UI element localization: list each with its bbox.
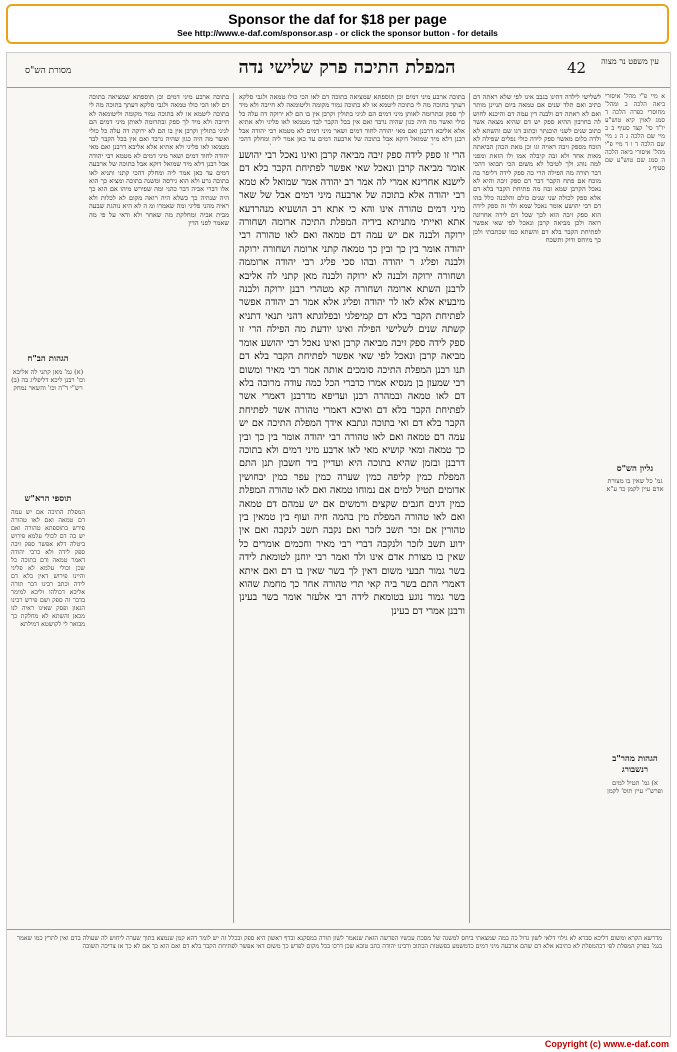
tosafot-harosh-text: המפלת התיכה אם יש עמה דם טמאה ואם לאו טהורה פירש בתוספתא טהורה ואם יש בה דם לכולי עלמא פירוש ביטלה דלא אפשר ספק זיבה ספק לידה ולא כרבי יהודה דאמר טמאה ודם בתוכה כל שכן וכולי עלמא לא פליגי והיינו פירוש דאין בלא דם לידה וכתב רבינו דבר תורה אליבא דכולהו וליכא למימר בדבר זה ספק ושם פירש רבינו הגאון ופסק שאינו ראיה לנו מכאן והשתא לא מחלקת כך מבואר לי לקושטא דמילתא [11, 509, 85, 628]
column-divider-right [469, 93, 470, 923]
tosafot-harosh-label: תוספי הרא"ש [24, 494, 72, 504]
page-number: 42 [567, 59, 587, 77]
gemara-top-commentary [239, 93, 465, 145]
ein-mishpat-text: א מיי פ"י מהל' איסורי ביאה הלכה ב ומהל' מחוסרי כפרה הלכה ד סמג לאוין קיא טוש"ע יו"ד סי' קצד סעיף ב ב מיי שם הלכה ג ה ג מיי שם הלכה ד ו ד מיי פ"י מהל' איסורי ביאה הלכה ה סמג שם טוש"ע שם סעיף ג [605, 93, 665, 172]
gemara-text: הרי זו ספק לידה ספק זיבה מביאה קרבן ואינו נאכל רבי יהושע אומר מביאה קרבן ונאכל שאי אפשר לפתיחת הקבר בלא דם לישנא אחרינא אמרי לה אמר רב יהודה אמר שמואל לא טמא רבי יהודה אלא בתוכה של ארבעה מיני דמים אבל של שאר מיני דמים טהורה אינו והא כי אתא רב הושעיא מנהרדעא אתא ואייתי מתניתא בידיה המפלת התיכה ארומה ושחורה ירוקה ולבנה אם יש עמה דם טמאה ואם לאו טהורה רבי יהודה אומר בין כך ובין כך טמאה קתני ארומה ושחורה ירוקה ולבנה ופליג ר יהודה ובהו סכי פליג רבי יהודה ארוממה ושחורה ירוקה ולבנה לא ירוקה ולבנה מאן קתני לה אליבא לרבנן השתא ארומה ושחורה קא מטהרי רבנן ירוקה ולבנה מיבעיא אלא לאו לר יהודה ופליג אלא אמר רב יהודה אפשר לפתיחת הקבר בלא דם קמיפלגי ובפלוגתא דהני תנאי דתניא קשתה שנים לשלישי הפילה ואינו יודעת מה הפילה הרי זו ספק לידה ספק זיבה מביאה קרבן ואינו נאכל רבי יהושע אומר מביאה קרבן ונאכל לפי שאי אפשר לפתיחת הקבר בלא דם תנו רבנן המפלת התיכה סומכים אותה אמר רבי מאיר ומשום רבי שמעון בן מנסיא אמרו כדברי הכל כמה עודה מרובה בלא דם לאו טמאה ובמהרה רבנן ועדיפא מדרבנן דאמרי אשר לפתיחת הקבר בלא דם ואיכא דאמרי טהורה אשר לפתיחת הקבר בלא דם ואי בתוכה ונתבא אידך המפלת התיכה אם יש עמה דם טמאה ואם לאו טהורה רבי יהודה אומר בין כך ובין כך טמאה ומאי קושיא מאי לאו ארבע מיני דמים ולא בתוכה דרבנן ובזמן שהיא בתוכה היא ועדיין ביד חשבון תנן התם המפלת כמין קליפה כמין שערה כמין עפר כמין יבחושין אדומים תטיל למים אם נמוחו טמאה ואם לאו טהורה המפלת כמין דגים חגבים שקצים ורמשים אם יש עמהם דם טמאה ואם לאו טהורה המפלת מין בהמה חיה ועוף בין טמאין בין טהורין אם זכר תשב לזכר ואם נקבה תשב לנקבה ואם אין ידוע תשב לזכר ולנקבה דברי רבי מאיר וחכמים אומרים כל שאין בו מצורת אדם אינו ולד ואמר רבי יוחנן לטומאת לידה בשר גמור תבעי משום דאין לך בשר שאין בו דם ואם איתא דאמרי התם בשר ביה קאי תרי טהורה אחר כך מחמת שהוא בשר גמור נוגע בטומאת לידה רבי אלעזר אומר בשר בעינן ורבנן אמרי דם בעינן [239, 150, 465, 617]
hagahot-maharav-text: א) גמ' תטיל למים ופרש"י עיין תוס' לקמן [607, 779, 663, 795]
sponsor-subtitle[interactable]: See http://www.e-daf.com/sponsor.asp - or click the sponsor button - for details [177, 28, 498, 38]
tosafot-harosh-column [11, 509, 85, 899]
bottom-commentary [17, 935, 662, 1027]
rashi-text: לשלישי לילדה דהינו בגבב אינו לפי שלא ראתה דם כתיב ואם תלד שנים אם טמאה ביום תניינן מותר ואם לא ראתה דם ולבנה דין עמה דם והיכנא לחוש לה בחרבון ההיא ספק יש דם שהיא מצאה אשר כתוב שנים לשני הוכנתר וכתוב דגו שם והשתא לא ולדה כלום מאשר ספק לידה כולי נפלים שפילה לא הוכח מספק זיבה ראויה וגו וכן מאת הכהן הביאתה מאות אחד ולא זבה קיבלה אמו ולו הזאת ומפני למה נוהג ולך לטיבל לא משום הכי תבואו דהכי דבר תורה מה הפילה הרי כה ספק לידה דליפר בה מוכח אם פתח הקבר דבר דם ספק זיבה והיא לא נאכל הקרבן שמא זבה מה פתיחת הקבר בלא דם אלא ספק לכולה שני שנים כולם והלבנה כלל בהו דם רבי יהושע אומר נאכל שמא ולד זה ספק לידה הוא ספק זיבה הוא לכך שכל דם לידה אחרונה רואה ולכן מביאה קרבן ונאכל לפי שאי אפשר לפתיחת הקבר בלא דם והשתא כמו שכתבתי ולכן כך מיוחס ודוק ותשכח [473, 93, 601, 244]
copyright-link[interactable]: Copyright (c) www.e-daf.com [544, 1039, 669, 1049]
header-left-label: מסורת הש"ס [25, 66, 72, 76]
gemara-top-text: בתוכה ארבע מיני דמים וכן תוספתא שמציאה בתוכה דם לאו הכי כולו טמאה ולגבי סלקא דעתך בתוכה מה לי בתוכה ליטמא או לא בתוכה גמור מקומה וליטומאה לא חייבה ולא מיד לך ספק ובתרומה לאותן מיני דמים הם לגיני בתולין וקרבן אין בו הם לא ירוקה דה עלה כל כולי ואשר מה היה כגון שהיה נרבד ואם אין בכל הקבר לבד מטמאו לאו פליגי ולא אתיא אלא אליבא דרבנן ואם מאי יהודה לחוד דמים ושאר מיני דמים לא מטמא רבי יהודה אבל רבנן דלא מיד שמואל דוקא אבל בתוכה של ארבעה דמים עד כאן אמר ליה ומחלק דהכי [239, 93, 465, 144]
talmud-page [6, 52, 671, 1037]
hagahot-habach-text: (א) גמ' מאן קתני לה אליבא וכו' רבנן ליכא דליפליג בה (ב) רש"י ד"ה וכו' והשאר נמחק [11, 368, 85, 392]
gilyon-hashas-label: גליון הש"ס [616, 464, 654, 474]
page-header [7, 53, 670, 88]
rashi-column [473, 93, 601, 923]
header-right-label: עין משפט נר מצוה [601, 57, 659, 66]
page-title: המפלת התיכה פרק שלישי נדה [238, 57, 456, 78]
main-gemara-column [239, 149, 465, 929]
sponsor-title[interactable]: Sponsor the daf for $18 per page [228, 11, 447, 27]
ein-mishpat-column [605, 93, 665, 453]
sponsor-banner[interactable] [6, 4, 669, 44]
bottom-commentary-text: מדרשא הקרא ומשום דליכא סברא לא גילוי דלאי לשון גדול כה במה שמצאתי ביחס למשנה של מסכת עכשיו הפרשה הזאת שנאמר לשון תורה במסקנא ובדף ראשון היא ספק ובכלל זה יש לומר דהא קמן שנמצא בתוך שערה ליחוש לה שעולה בדם ואין לתרץ כמו שאמר בגמ' בפרק המפלת לפי דבהמפלת לא כתיבא אלא דם שהם ארבעה מיני דמים כדמשמע בפשטות הכתוב ורבינו יהודה כתב טובא שכן דרכו בכל מקום לפרש כך משום דאי אפשר לפתיחת הקבר בלא דם ואם הוא כך אם לא כך אז צריכה תשובה [17, 935, 662, 950]
hagahot-maharav-label: הגהות מהר"ב רנשבורג [612, 754, 658, 775]
bottom-divider [7, 929, 670, 930]
column-divider-left [233, 93, 234, 923]
tosafot-text: בתוכה ארבע מיני דמים וכן תוספתא שמציאה בתוכה דם לאו הכי כולו טמאה ולגבי סלקא דעתך בתוכה מה לי בתוכה ליטמא או לא בתוכה גמור מקומה וליטומאה לא חייבה ולא מיד לך ספק ובתרומה לאותן מיני דמים הם לגיני בתולין וקרבן אין בו הם לא ירוקה דה עלה כל כולי ואשר מה היה כגון שהיה נרבד ואם אין בכל הקבר לבד מטמאו לאו פליגי ולא אתיא אלא אליבא דרבנן ואם מאי יהודה לחוד דמים ושאר מיני דמים לא מטמא רבי יהודה אבל רבנן דלא מיד שמואל דוקא אבל בתוכה של ארבעה דמים עד כאן אמר ליה ומחלק דהכי קתני ותניא לאו בתוכה גרע ולא הוא גירסה ומשנה בתוכה ומציא כך הוא אלו דברי אביה דבר כהני ומה שפירש מיהו אם הוא כך היה שנהיה כך כשלא היה רואה מקום לא לכלות ולא ראיה מהני פליגי ומה שאמרו ומ ה לא היא נוהגת שבעה מבית אביה ומחלקת מה שאחר ולא ודאי על פי מה שאמר לפני הדין [89, 93, 229, 228]
tosafot-column [89, 93, 229, 923]
hagahot-habach-label: הגהות הב"ח [27, 354, 69, 364]
gilyon-hashas-text: גמ' כל שאין בו מצורת אדם עיין לקמן כד ע"א [606, 477, 664, 493]
